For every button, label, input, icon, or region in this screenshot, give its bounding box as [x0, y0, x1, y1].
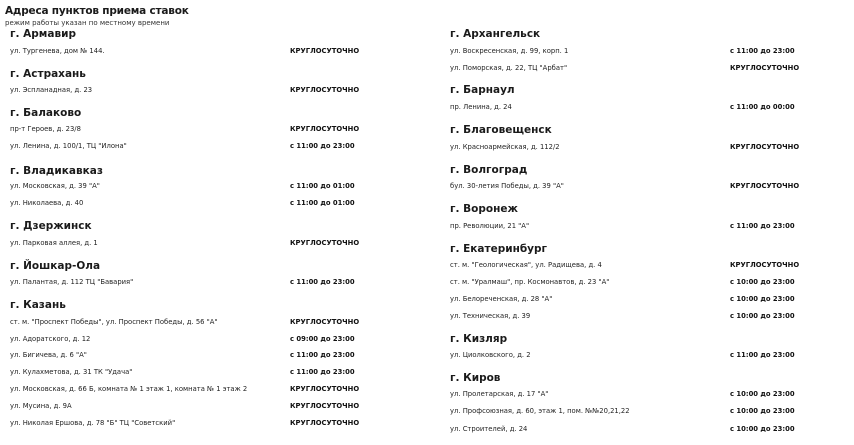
address-text: бул. 30-летия Победы, д. 39 "А" — [450, 182, 564, 190]
city-heading: г. Дзержинск — [10, 220, 92, 232]
working-hours: с 11:00 до 23:00 — [290, 351, 355, 359]
city-heading: г. Архангельск — [450, 28, 541, 40]
address-text: ст. м. "Проспект Победы", ул. Проспект Победы, д. 56 "А" — [10, 318, 218, 326]
working-hours: с 10:00 до 23:00 — [730, 425, 795, 433]
address-text: ул. Пролетарская, д. 17 "А" — [450, 390, 549, 398]
address-text: ст. м. "Геологическая", ул. Радищева, д. 4 — [450, 261, 602, 269]
working-hours: с 11:00 до 23:00 — [730, 47, 795, 55]
address-text: ул. Эспланадная, д. 23 — [10, 86, 93, 94]
working-hours: с 11:00 до 01:00 — [290, 199, 355, 207]
address-text: ул. Поморская, д. 22, ТЦ "Арбат" — [450, 64, 568, 72]
city-heading: г. Кизляр — [450, 333, 508, 345]
city-heading: г. Армавир — [10, 28, 76, 40]
working-hours: с 10:00 до 23:00 — [730, 278, 795, 286]
working-hours: с 10:00 до 23:00 — [730, 295, 795, 303]
address-text: ул. Николаева, д. 40 — [10, 199, 84, 207]
address-text: пр-т Героев, д. 23/8 — [10, 125, 81, 133]
working-hours: с 11:00 до 23:00 — [730, 351, 795, 359]
city-heading: г. Киров — [450, 372, 501, 384]
working-hours: с 11:00 до 23:00 — [730, 222, 795, 230]
address-text: ул. Циолковского, д. 2 — [450, 351, 531, 359]
city-heading: г. Екатеринбург — [450, 243, 548, 255]
page-header — [5, 5, 189, 28]
address-text: ул. Красноармейская, д. 112/2 — [450, 143, 560, 151]
address-text: ул. Адоратского, д. 12 — [10, 335, 91, 343]
working-hours: КРУГЛОСУТОЧНО — [290, 385, 360, 393]
address-text: ул. Николая Ершова, д. 78 "Б" ТЦ "Советский" — [10, 419, 176, 427]
address-text: ул. Московская, д. 66 Б, комната № 1 этаж 1, комната № 1 этаж 2 — [10, 385, 248, 393]
working-hours: КРУГЛОСУТОЧНО — [290, 318, 360, 326]
city-heading: г. Владикавказ — [10, 165, 103, 177]
page-title: Адреса пунктов приема ставок — [5, 5, 189, 17]
working-hours: КРУГЛОСУТОЧНО — [730, 182, 800, 190]
working-hours: с 11:00 до 23:00 — [290, 278, 355, 286]
working-hours: КРУГЛОСУТОЧНО — [290, 47, 360, 55]
city-heading: г. Благовещенск — [450, 124, 552, 136]
address-text: ст. м. "Уралмаш", пр. Космонавтов, д. 23 "А" — [450, 278, 610, 286]
working-hours: КРУГЛОСУТОЧНО — [290, 402, 360, 410]
address-text: ул. Мусина, д. 9А — [10, 402, 72, 410]
address-text: ул. Белореченская, д. 28 "А" — [450, 295, 553, 303]
working-hours: с 10:00 до 23:00 — [730, 312, 795, 320]
page-subtitle: режим работы указан по местному времени — [5, 19, 170, 27]
working-hours: КРУГЛОСУТОЧНО — [290, 239, 360, 247]
address-text: пр. Ленина, д. 24 — [450, 103, 512, 111]
working-hours: с 11:00 до 00:00 — [730, 103, 795, 111]
working-hours: с 11:00 до 23:00 — [290, 368, 355, 376]
address-text: ул. Профсоюзная, д. 60, этаж 1, пом. №№20,21,22 — [450, 407, 630, 415]
address-text: пр. Революции, 21 "А" — [450, 222, 530, 230]
address-text: ул. Московская, д. 39 "А" — [10, 182, 100, 190]
working-hours: КРУГЛОСУТОЧНО — [290, 86, 360, 94]
working-hours: с 10:00 до 23:00 — [730, 390, 795, 398]
working-hours: с 10:00 до 23:00 — [730, 407, 795, 415]
city-heading: г. Балаково — [10, 107, 82, 119]
working-hours: КРУГЛОСУТОЧНО — [290, 419, 360, 427]
working-hours: с 11:00 до 23:00 — [290, 142, 355, 150]
address-text: ул. Парковая аллея, д. 1 — [10, 239, 98, 247]
working-hours: с 11:00 до 01:00 — [290, 182, 355, 190]
address-text: ул. Палантая, д. 112 ТЦ "Бавария" — [10, 278, 134, 286]
city-heading: г. Казань — [10, 299, 66, 311]
working-hours: КРУГЛОСУТОЧНО — [290, 125, 360, 133]
working-hours: КРУГЛОСУТОЧНО — [730, 261, 800, 269]
address-text: ул. Строителей, д. 24 — [450, 425, 528, 433]
city-heading: г. Астрахань — [10, 68, 86, 80]
address-text: ул. Воскресенская, д. 99, корп. 1 — [450, 47, 569, 55]
address-text: ул. Бигичева, д. 6 "А" — [10, 351, 87, 359]
working-hours: КРУГЛОСУТОЧНО — [730, 143, 800, 151]
city-heading: г. Барнаул — [450, 84, 515, 96]
address-text: ул. Ленина, д. 100/1, ТЦ "Илона" — [10, 142, 127, 150]
working-hours: с 09:00 до 23:00 — [290, 335, 355, 343]
address-text: ул. Техническая, д. 39 — [450, 312, 531, 320]
address-text: ул. Тургенева, дом № 144. — [10, 47, 105, 55]
city-heading: г. Йошкар-Ола — [10, 260, 101, 272]
city-heading: г. Волгоград — [450, 164, 528, 176]
address-text: ул. Кулахметова, д. 31 ТК "Удача" — [10, 368, 133, 376]
city-heading: г. Воронеж — [450, 203, 518, 215]
working-hours: КРУГЛОСУТОЧНО — [730, 64, 800, 72]
